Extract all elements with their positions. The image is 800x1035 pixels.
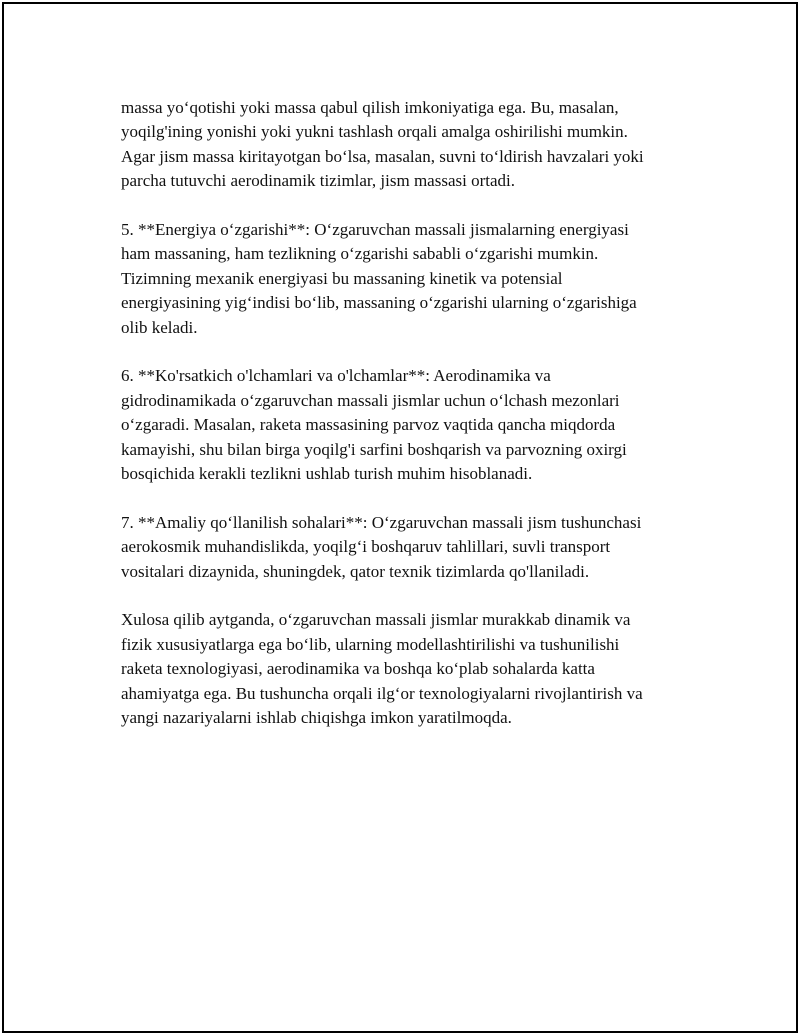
text-line: 6. **Ko'rsatkich o'lchamlari va o'lchamlar**: Aerodinamika va <box>121 366 551 386</box>
text-line: yoqilg'ining yonishi yoki yukni tashlash orqali amalga oshirilishi mumkin. <box>121 122 628 142</box>
text-line: raketa texnologiyasi, aerodinamika va boshqa ko‘plab sohalarda katta <box>121 659 595 679</box>
text-line: gidrodinamikada o‘zgaruvchan massali jismlar uchun o‘lchash mezonlari <box>121 390 620 410</box>
text-line: ahamiyatga ega. Bu tushuncha orqali ilg‘or texnologiyalarni rivojlantirish va <box>121 683 643 703</box>
paragraph-energy-change <box>121 218 701 340</box>
text-line: parcha tutuvchi aerodinamik tizimlar, jism massasi ortadi. <box>121 171 515 191</box>
text-line: yangi nazariyalarni ishlab chiqishga imkon yaratilmoqda. <box>121 708 512 728</box>
paragraph-applications <box>121 511 701 584</box>
text-line: o‘zgaradi. Masalan, raketa massasining parvoz vaqtida qancha miqdorda <box>121 415 616 435</box>
paragraph-measurement-criteria <box>121 364 701 486</box>
text-line: Xulosa qilib aytganda, o‘zgaruvchan massali jismlar murakkab dinamik va <box>121 610 631 630</box>
text-line: Agar jism massa kiritayotgan bo‘lsa, masalan, suvni to‘ldirish havzalari yoki <box>121 146 644 166</box>
text-line: kamayishi, shu bilan birga yoqilg'i sarfini boshqarish va parvozning oxirgi <box>121 439 627 459</box>
paragraph-mass-change <box>121 96 701 194</box>
text-line: energiyasining yig‘indisi bo‘lib, massaning o‘zgarishi ularning o‘zgarishiga <box>121 293 637 313</box>
page-frame <box>2 2 798 1033</box>
text-line: 5. **Energiya o‘zgarishi**: O‘zgaruvchan massali jismalarning energiyasi <box>121 220 629 240</box>
text-line: olib keladi. <box>121 317 198 337</box>
paragraph-conclusion <box>121 608 701 730</box>
text-line: Tizimning mexanik energiyasi bu massaning kinetik va potensial <box>121 268 563 288</box>
text-line: aerokosmik muhandislikda, yoqilg‘i boshqaruv tahlillari, suvli transport <box>121 537 611 557</box>
text-line: 7. **Amaliy qo‘llanilish sohalari**: O‘zgaruvchan massali jism tushunchasi <box>121 512 642 532</box>
text-line: fizik xususiyatlarga ega bo‘lib, ularning modellashtirilishi va tushunilishi <box>121 634 620 654</box>
text-line: ham massaning, ham tezlikning o‘zgarishi sababli o‘zgarishi mumkin. <box>121 244 599 264</box>
text-line: bosqichida kerakli tezlikni ushlab turish muhim hisoblanadi. <box>121 464 533 484</box>
text-line: massa yo‘qotishi yoki massa qabul qilish imkoniyatiga ega. Bu, masalan, <box>121 98 619 117</box>
text-line: vositalari dizaynida, shuningdek, qator texnik tizimlarda qo'llaniladi. <box>121 561 590 581</box>
document-body <box>121 96 701 731</box>
